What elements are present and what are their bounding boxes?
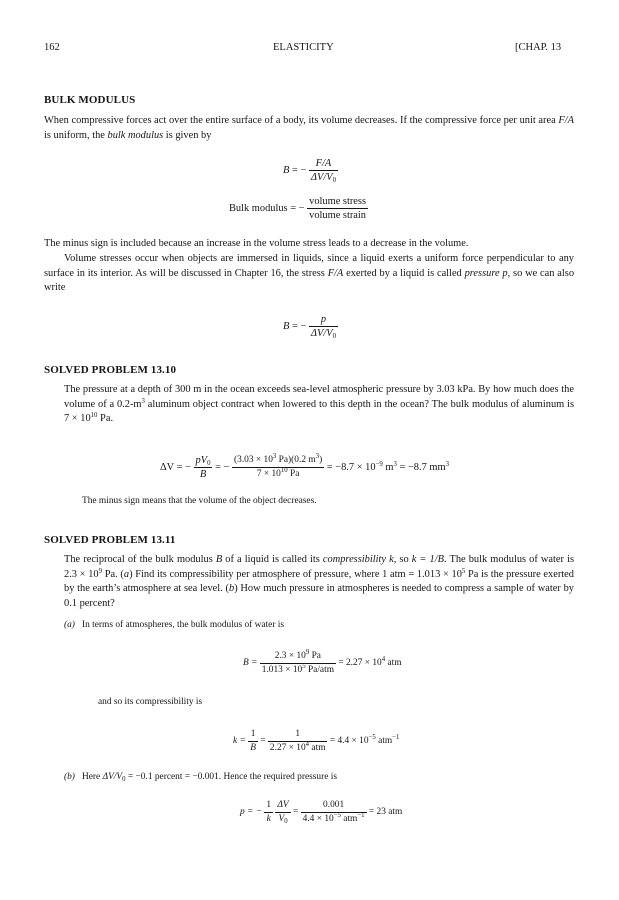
part-b-text: Here $\Delta V/V_0 = -0.1$ percent = −0.001. Hence the required pressure is [82, 772, 337, 783]
part-a-label: (a) [64, 620, 75, 630]
equation-volume-change: ΔV = − $\frac{pV_0}{B}$ = − $\frac{(3.03 \times 10^3 Pa)(0.2 m^3)}{7 \times 10^{10} Pa}$ = $-8.7 \times 10^{-9}$ $m^3 = -8.7$ $mm^3$ [160, 453, 449, 480]
equation-bulk-modulus-water: B = $\frac{2.3 \times 10^9 Pa}{1.013 \times 10^5 Pa/atm}$ = $2.27 \times 10^4$ atm [243, 649, 402, 675]
equation-compressibility: k = $\frac{1}{B}$ = $\frac{1}{2.27 \times 10^4 atm}$ = $4.4 \times 10^{-5}$ atm$^{-1}$ [233, 729, 400, 753]
part-b-label: (b) [64, 772, 75, 782]
problem-13-10-note: The minus sign means that the volume of the object decreases. [82, 496, 317, 506]
problem-13-10-statement: The pressure at a depth of 300 m in the ocean exceeds sea-level atmospheric pressure by 3.03 kPa. By how much does the volume of a $0.2-m^3$ aluminum object contract when lowered to this depth in the ocean? The bulk modulus of aluminum is $7 \times 10^{10}$ Pa. [64, 384, 574, 425]
chapter-title: ELASTICITY [273, 42, 334, 53]
section-heading-problem-13-10: SOLVED PROBLEM 13.10 [44, 364, 177, 376]
equation-bulk-modulus-definition: B = − $\frac{F/A}{\Delta V/V_0}$ [283, 158, 336, 184]
part-a-text: In terms of atmospheres, the bulk modulus of water is [82, 620, 285, 630]
equation-bulk-modulus-pressure: B = − $\frac{p}{\Delta V/V_0}$ [283, 314, 336, 340]
section-heading-bulk-modulus: BULK MODULUS [44, 94, 136, 106]
problem-13-11-statement: The reciprocal of the bulk modulus B of a liquid is called its compressibility k, so k = 1/B. The bulk modulus of water is $2.3 \times 10^9$ Pa. (a) Find its compressibility per atmosphere of pressure, where 1 atm = $1.013 \times 10^5$ Pa is the pressure exerted by the earth’s atmosphere at sea level. (b) How much pressure in atmospheres is needed to compress a sample of water by 0.1 percent? [64, 554, 574, 609]
equation-required-pressure: p = − $\frac{1}{k}$ $\frac{\Delta V}{V_0}$ = $\frac{0.001}{4.4 \times 10^{-5} atm^{-1}}$ = 23 atm [240, 800, 403, 825]
volume-stress-paragraph: Volume stresses occur when objects are immersed in liquids, since a liquid exerts a uniform force perpendicular to any surface in its interior. As will be discussed in Chapter 16, the stress F/A exerted by a liquid is called pressure p, so we can also write [44, 253, 575, 294]
bulk-intro-paragraph: When compressive forces act over the entire surface of a body, its volume decreases. If the compressive force per unit area F/A is uniform, the bulk modulus is given by [44, 115, 574, 141]
page-number: 162 [44, 42, 60, 53]
minus-sign-paragraph: The minus sign is included because an increase in the volume stress leads to a decrease in the volume. [44, 238, 469, 249]
chapter-ref: [CHAP. 13 [515, 42, 562, 53]
part-a-text2: and so its compressibility is [98, 697, 203, 707]
section-heading-problem-13-11: SOLVED PROBLEM 13.11 [44, 534, 176, 546]
equation-bulk-modulus-words: Bulk modulus = − $\frac{\text{volume stress}}{\text{volume strain}}$ [229, 196, 367, 221]
